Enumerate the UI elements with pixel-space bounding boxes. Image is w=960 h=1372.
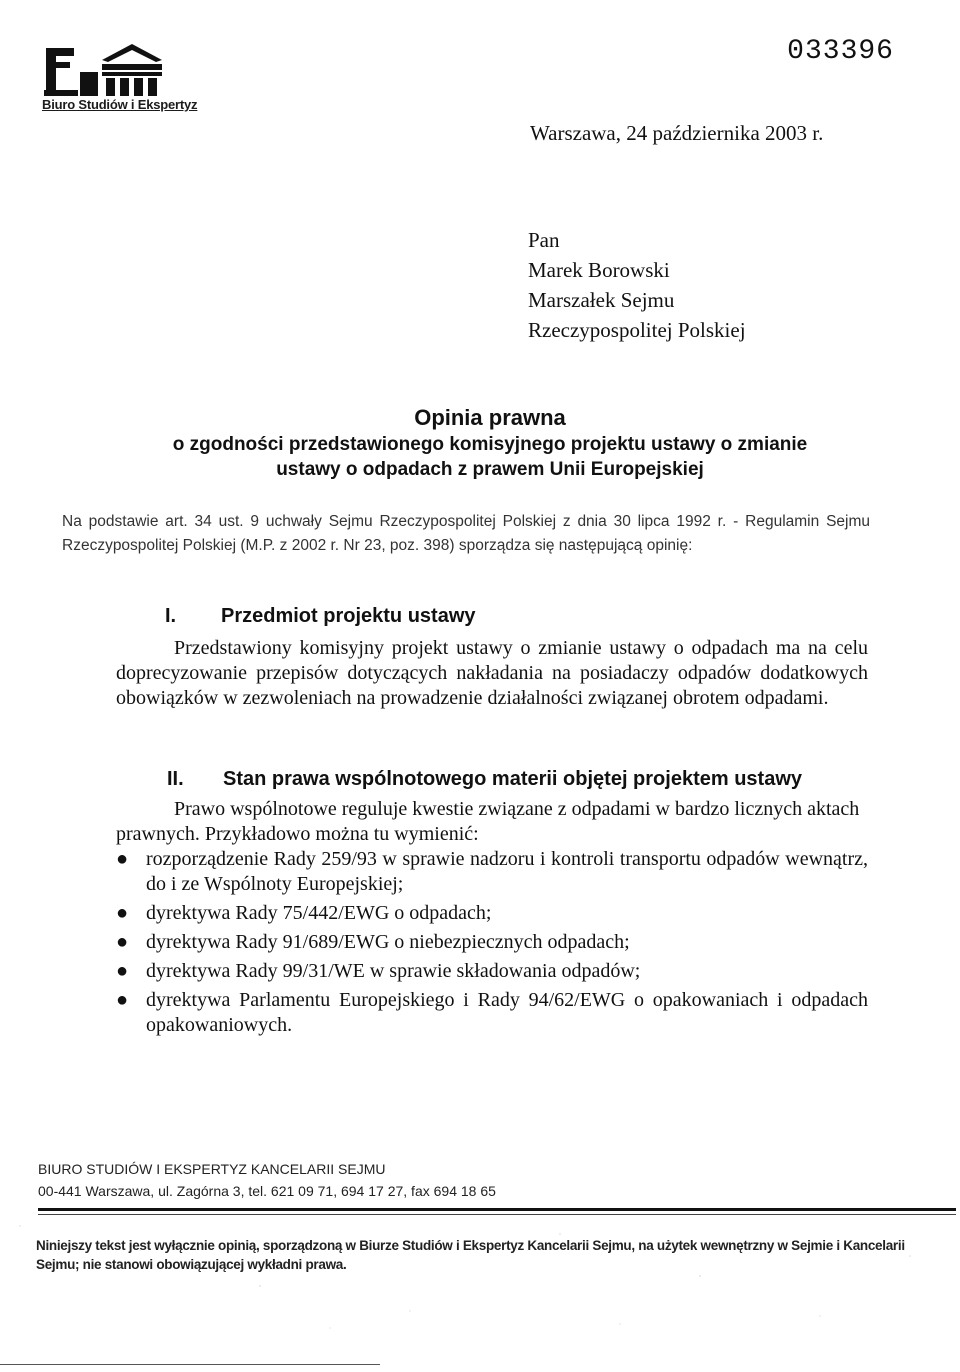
- list-item-text: dyrektywa Rady 75/442/EWG o odpadach;: [146, 902, 492, 924]
- section-2-number: II.: [167, 768, 184, 790]
- list-item: [116, 930, 868, 955]
- section-2-body: Prawo wspólnotowe reguluje kwestie związane z odpadami w bardzo licznych aktach prawnych. Przykładowo można tu wymienić:: [116, 798, 860, 845]
- footer-divider: [38, 1208, 956, 1211]
- title-line-1: Opinia prawna: [414, 405, 566, 430]
- bullet-icon: ●: [116, 902, 129, 924]
- document-date: Warszawa, 24 października 2003 r.: [530, 121, 824, 145]
- list-item: [116, 901, 868, 926]
- addressee-line: Marszałek Sejmu: [528, 288, 675, 312]
- bullet-icon: ●: [116, 989, 129, 1011]
- section-1-heading: [165, 605, 476, 628]
- legal-acts-list: [116, 847, 868, 1042]
- addressee-line: Rzeczypospolitej Polskiej: [528, 318, 746, 342]
- document-title: [140, 404, 840, 482]
- section-2-heading: [167, 768, 802, 791]
- list-item-text: dyrektywa Rady 91/689/EWG o niebezpiecznych odpadach;: [146, 931, 630, 953]
- addressee-block: [528, 225, 746, 345]
- title-line-2: o zgodności przedstawionego komisyjnego projektu ustawy o zmianie ustawy o odpadach z prawem Unii Europejskiej: [172, 434, 808, 480]
- bullet-icon: ●: [116, 848, 129, 870]
- footer-org-name: BIURO STUDIÓW I EKSPERTYZ KANCELARII SEJMU: [38, 1161, 386, 1177]
- footer-divider-thin: [38, 1214, 956, 1215]
- document-number: 033396: [787, 36, 894, 67]
- list-item-text: dyrektywa Parlamentu Europejskiego i Rady 94/62/EWG o opakowaniach i odpadach opakowaniowych.: [146, 989, 868, 1036]
- bullet-icon: ●: [116, 960, 129, 982]
- footer-organization: [38, 1158, 496, 1202]
- page-bottom-line: [0, 1364, 380, 1365]
- list-item: [116, 959, 868, 984]
- section-1-body: Przedstawiony komisyjny projekt ustawy o zmianie ustawy o odpadach ma na celu doprecyzowanie przepisów dotyczących nakładania na posiadaczy odpadów dodatkowych obowiązków w zezwoleniach na prowadzenie działalności związanej obrotem odpadami.: [116, 637, 868, 709]
- scan-noise: [0, 1216, 960, 1336]
- footer-org-address: 00-441 Warszawa, ul. Zagórna 3, tel. 621 09 71, 694 17 27, fax 694 18 65: [38, 1183, 496, 1199]
- section-2-title: Stan prawa wspólnotowego materii objętej projektem ustawy: [223, 768, 803, 790]
- addressee-line: Pan: [528, 228, 560, 252]
- addressee-line: Marek Borowski: [528, 258, 670, 282]
- section-1-number: I.: [165, 605, 177, 627]
- intro-paragraph: Na podstawie art. 34 ust. 9 uchwały Sejmu Rzeczypospolitej Polskiej z dnia 30 lipca 1992 r. - Regulamin Sejmu Rzeczypospolitej Polskiej (M.P. z 2002 r. Nr 23, poz. 398) sporządza się następującą opinię:: [62, 513, 870, 554]
- disclaimer-text: Niniejszy tekst jest wyłącznie opinią, sporządzoną w Biurze Studiów i Ekspertyz Kancelarii Sejmu, na użytek wewnętrzny w Sejmie i Kancelarii Sejmu; nie stanowi obowiązującej wykładni prawa.: [36, 1238, 905, 1272]
- bullet-icon: ●: [116, 931, 129, 953]
- list-item-text: rozporządzenie Rady 259/93 w sprawie nadzoru i kontroli transportu odpadów wewnątrz, do i ze Wspólnoty Europejskiej;: [146, 848, 868, 895]
- list-item-text: dyrektywa Rady 99/31/WE w sprawie składowania odpadów;: [146, 960, 641, 982]
- list-item: [116, 847, 868, 897]
- list-item: [116, 988, 868, 1038]
- section-1-title: Przedmiot projektu ustawy: [221, 605, 476, 627]
- logo-caption: Biuro Studiów i Ekspertyz: [42, 97, 198, 112]
